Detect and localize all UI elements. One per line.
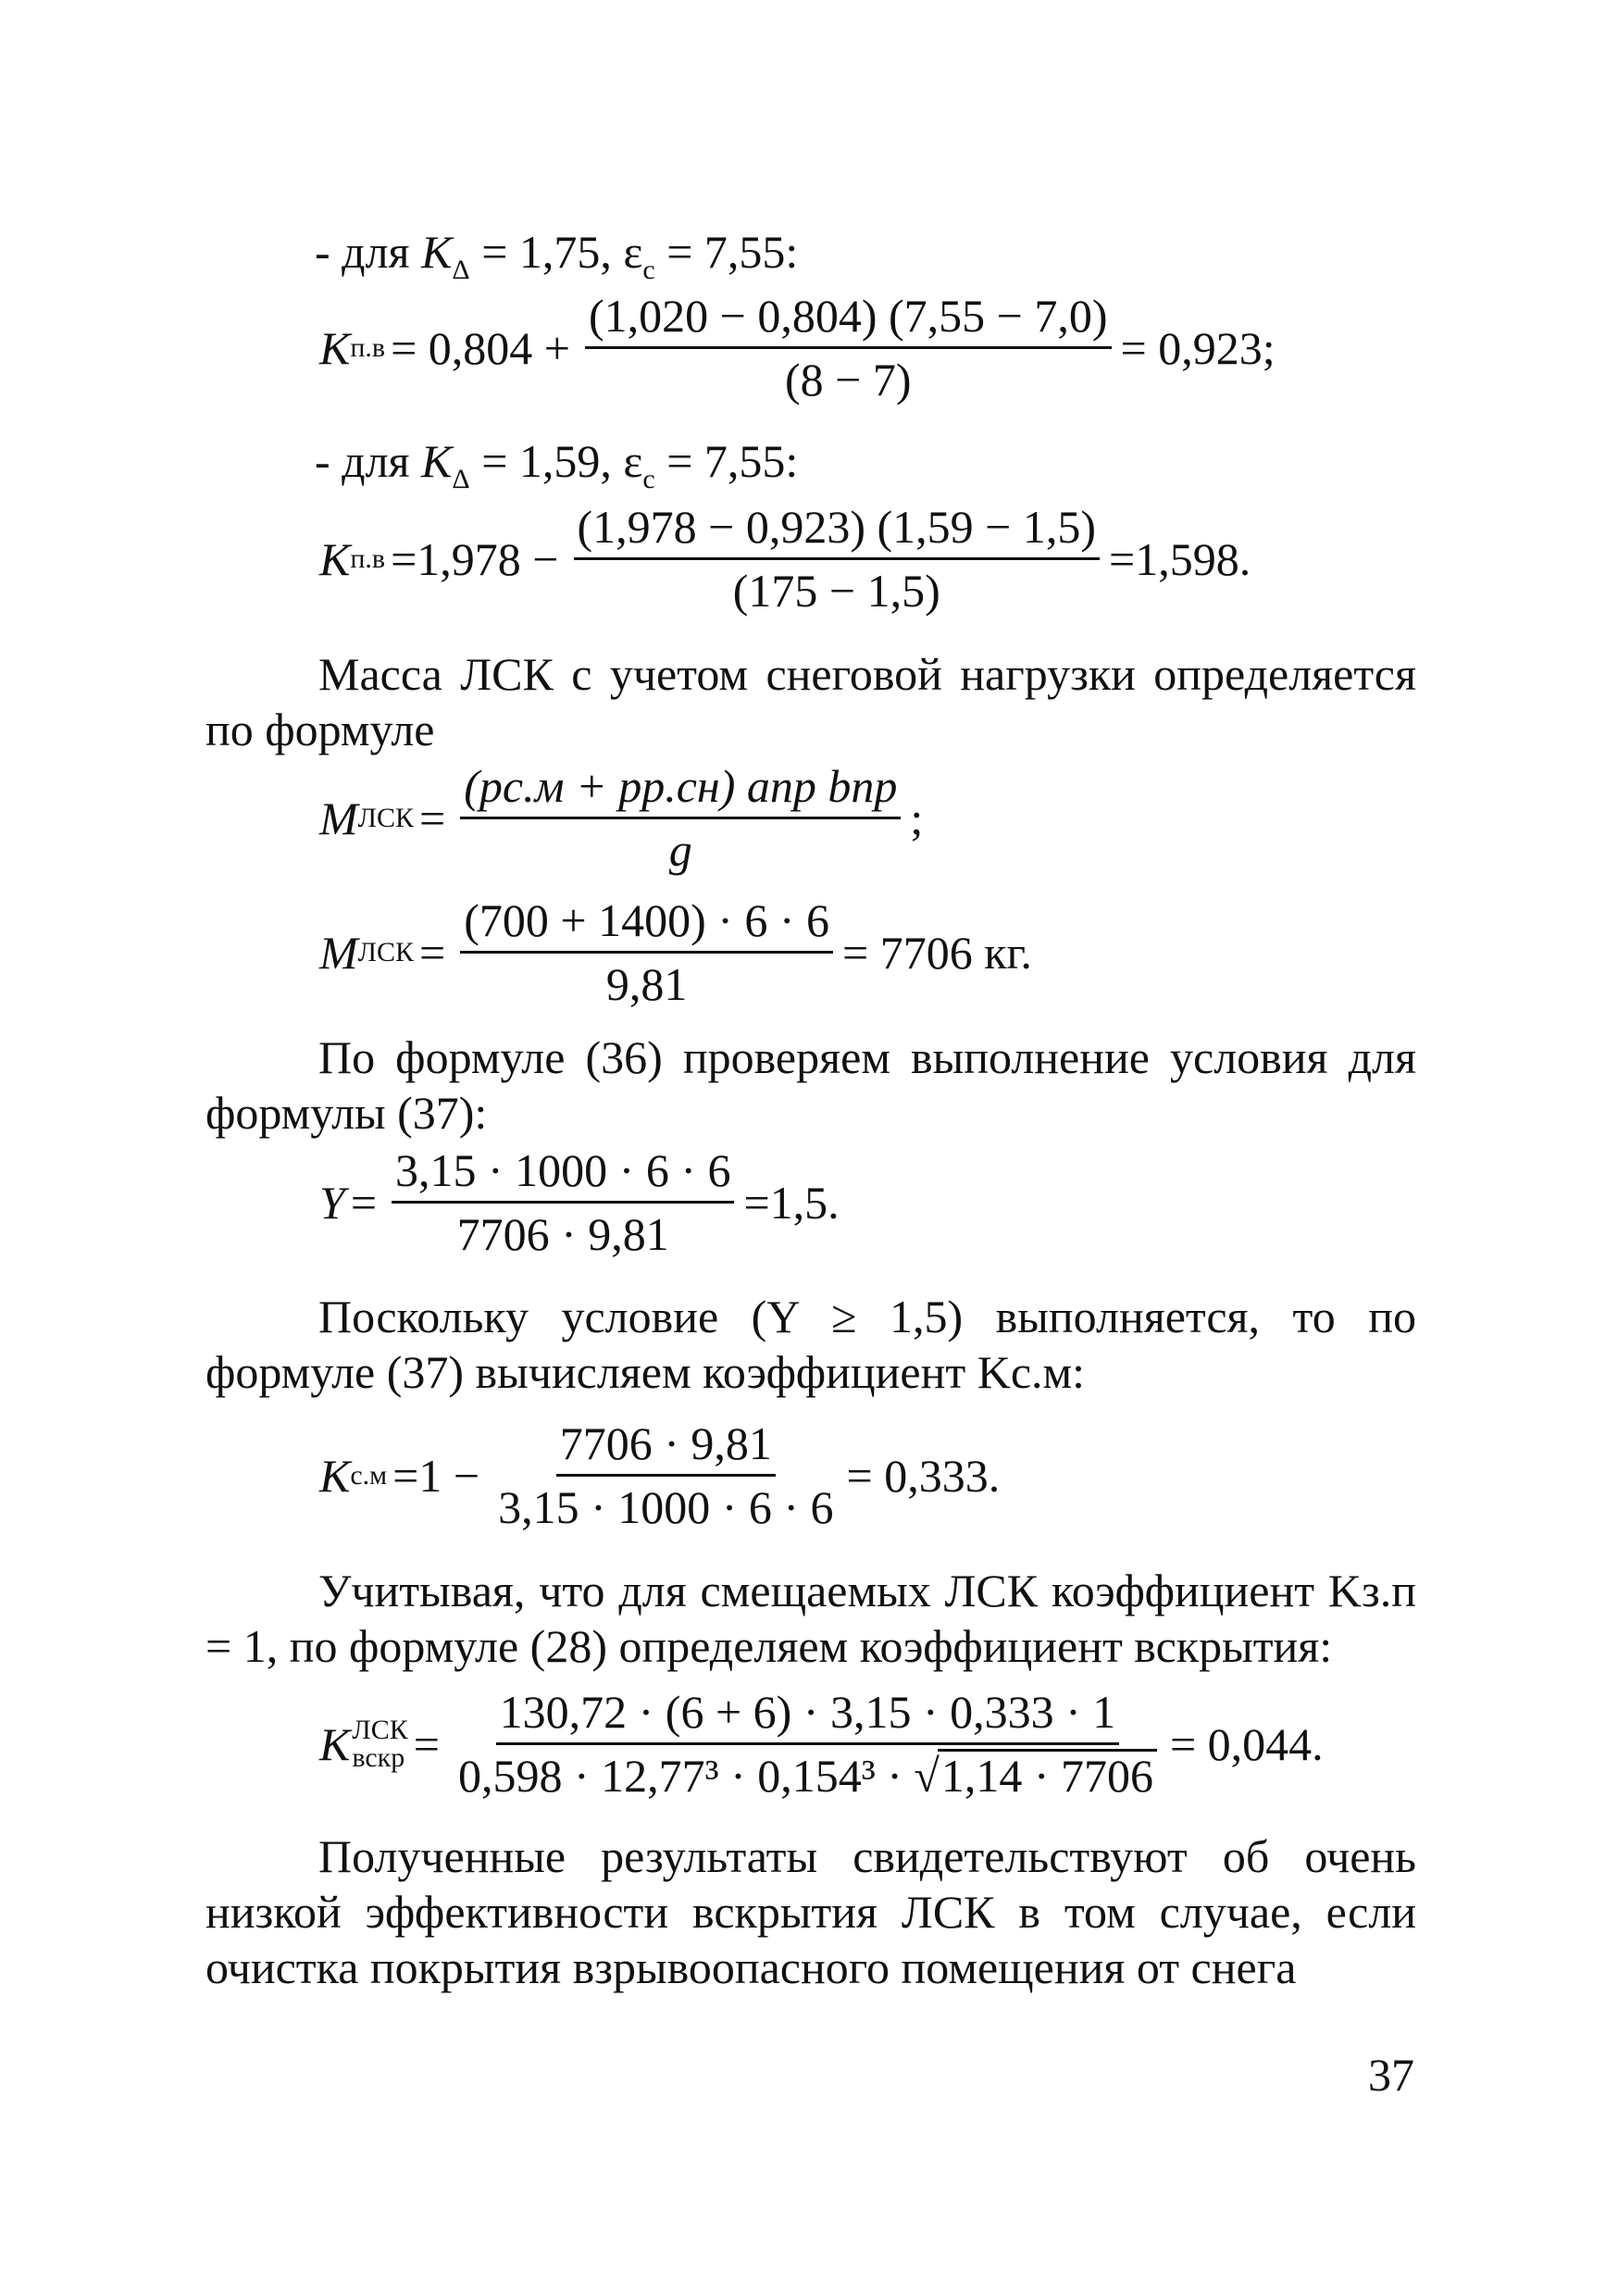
formula-result: = 0,923; <box>1120 321 1276 374</box>
equals-sign: = <box>419 926 446 979</box>
fraction-numerator: (700 + 1400) · 6 · 6 <box>460 893 833 954</box>
formula-lhs: M <box>319 926 358 979</box>
fraction <box>585 289 1112 406</box>
formula-lhs: K <box>319 321 351 374</box>
equals-sign: = <box>413 1717 440 1770</box>
formula-result: ; <box>910 792 924 844</box>
formula-lhs: K <box>319 1717 351 1770</box>
fraction-numerator: 130,72 · (6 + 6) · 3,15 · 0,333 · 1 <box>496 1685 1120 1745</box>
formula-kpv-2 <box>319 500 1251 618</box>
fraction-denominator: 9,81 <box>605 958 688 1010</box>
page-number: 37 <box>1368 2049 1414 2101</box>
fraction <box>574 500 1101 618</box>
fraction-denominator: 7706 · 9,81 <box>456 1208 669 1260</box>
formula-lhs-sub: п.в <box>350 331 386 363</box>
formula-mass-general <box>319 759 923 877</box>
equals-sign: = <box>350 1176 378 1229</box>
paragraph-mass: Масса ЛСК с учетом снеговой нагрузки определяется по формуле <box>205 648 1416 755</box>
formula-result: = 7706 кг. <box>842 926 1032 979</box>
formula-result: =1,598. <box>1109 532 1251 585</box>
formula-mass-value <box>319 893 1032 1011</box>
fraction-numerator: 7706 · 9,81 <box>556 1416 776 1477</box>
formula-kpv-1 <box>319 289 1276 406</box>
condition-text: - для $K_\Delta = 1,59$, $\varepsilon_с = 7,55$: <box>315 435 799 494</box>
formula-term: =1,978 − <box>391 532 559 585</box>
condition-text: - для $K_\Delta = 1,75$, $\varepsilon_с = 7,55$: <box>315 226 799 285</box>
formula-lhs: Y <box>319 1176 345 1229</box>
formula-kvskr <box>319 1685 1324 1803</box>
paragraph-kzp: Учитывая, что для смещаемых ЛСК коэффициент Kз.п = 1, по формуле (28) определяем коэффициент вскрытия: <box>205 1565 1416 1672</box>
formula-term: = 0,804 + <box>391 321 570 374</box>
fraction <box>460 893 833 1011</box>
formula-lhs-sub: п.в <box>350 543 386 574</box>
paragraph-results: Полученные результаты свидетельствуют об очень низкой эффективности вскрытия ЛСК в том случае, если очистка покрытия взрывоопасного помещения от снега <box>205 1830 1416 1993</box>
fraction <box>392 1143 734 1261</box>
paragraph-check: По формуле (36) проверяем выполнение условия для формулы (37): <box>205 1031 1416 1139</box>
fraction-denominator: 3,15 · 1000 · 6 · 6 <box>498 1481 834 1533</box>
fraction-numerator: (1,978 − 0,923) (1,59 − 1,5) <box>574 500 1101 560</box>
formula-ksm <box>319 1416 1000 1534</box>
fraction-numerator: 3,15 · 1000 · 6 · 6 <box>392 1143 734 1204</box>
paragraph-condition: Поскольку условие (Y ≥ 1,5) выполняется, то по формуле (37) вычисляем коэффициент Kс.м: <box>205 1291 1416 1398</box>
sqrt-radicand: 1,14 · 7706 <box>938 1749 1157 1800</box>
formula-lhs-indices <box>352 1716 407 1772</box>
formula-lhs-sub: вскр <box>352 1741 405 1773</box>
fraction-denominator: (8 − 7) <box>785 354 912 406</box>
formula-result: =1,5. <box>743 1176 840 1229</box>
condition-line-2 <box>315 433 798 507</box>
formula-lhs-sub: ЛСК <box>357 802 415 833</box>
formula-term: =1 − <box>392 1449 480 1502</box>
formula-lhs-sub: ЛСК <box>357 936 415 967</box>
sqrt-icon: √ <box>914 1750 940 1802</box>
fraction <box>494 1416 837 1534</box>
equals-sign: = <box>419 792 446 844</box>
fraction-numerator: (1,020 − 0,804) (7,55 − 7,0) <box>585 289 1112 349</box>
fraction <box>460 759 901 877</box>
fraction-denominator: (175 − 1,5) <box>732 565 940 617</box>
formula-lhs: M <box>319 792 358 844</box>
formula-lhs: K <box>319 532 351 585</box>
denominator-part: 0,598 · 12,77³ · 0,154³ · <box>457 1750 902 1802</box>
fraction-denominator: g <box>668 824 692 876</box>
formula-result: = 0,333. <box>846 1449 1001 1502</box>
fraction <box>454 1685 1161 1803</box>
condition-line-1 <box>315 224 798 298</box>
formula-lhs: K <box>319 1449 351 1502</box>
formula-result: = 0,044. <box>1169 1717 1324 1770</box>
formula-lhs-sub: с.м <box>350 1459 388 1491</box>
formula-lhs-sup: ЛСК <box>352 1714 408 1745</box>
fraction-numerator: (pс.м + pр.сн) aпр bпр <box>460 759 901 819</box>
formula-y <box>319 1143 840 1261</box>
fraction-denominator <box>454 1745 1161 1803</box>
